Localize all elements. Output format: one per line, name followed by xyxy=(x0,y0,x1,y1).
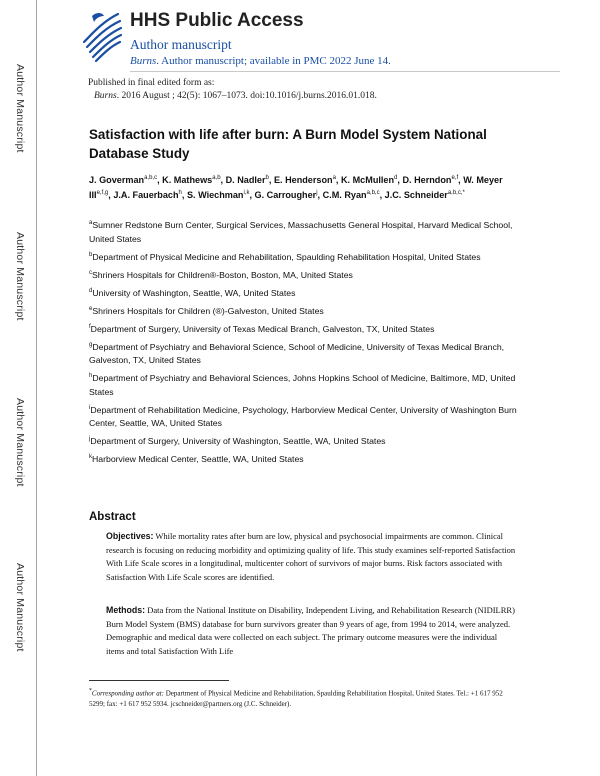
availability-text: . Author manuscript; available in PMC 2022 June 14. xyxy=(156,55,391,67)
affiliation: $^a$Sumner Redstone Burn Center, Surgical Services, Massachusetts General Hospital, Harvard Medical School, United States xyxy=(89,220,513,244)
affiliation: $^h$Department of Psychiatry and Behavioral Sciences, Johns Hopkins School of Medicine, Baltimore, MD, United States xyxy=(89,373,516,397)
author: D. Herndon xyxy=(402,175,452,185)
article-title: Satisfaction with life after burn: A Burn Model System National Database Study xyxy=(89,127,487,161)
hhs-eagle-logo-icon xyxy=(78,8,124,62)
sidebar-rule xyxy=(36,0,37,776)
affiliation: $^j$Department of Surgery, University of Washington, Seattle, WA, United States xyxy=(89,436,386,446)
author: J.A. Fauerbach xyxy=(113,190,179,200)
author: J.C. Schneider xyxy=(384,190,448,200)
sidebar-label: Author Manuscript xyxy=(14,232,26,321)
affiliation: $^f$Department of Surgery, University of Texas Medical Branch, Galveston, TX, United States xyxy=(89,323,435,334)
affiliations xyxy=(89,219,519,471)
affiliation: $^c$Shriners Hospitals for Children®-Boston, Boston, MA, United States xyxy=(89,269,353,280)
sidebar-label: Author Manuscript xyxy=(14,563,26,652)
availability-line xyxy=(130,55,391,67)
affiliation: $^d$University of Washington, Seattle, WA, United States xyxy=(89,287,296,298)
author: G. Carrougher xyxy=(254,190,317,200)
author: K. Mathews xyxy=(162,175,213,185)
footnote: *Corresponding author at: Department of Physical Medicine and Rehabilitation, Spaulding Rehabilitation Hospital, United States. Tel.: +1 617 952 5299; fax: +1 617 952 5934. jcschneider@partners.org (J.C. Schneider). xyxy=(89,688,503,708)
affiliation: $^b$Department of Physical Medicine and Rehabilitation, Spaulding Rehabilitation Hospital, United States xyxy=(89,251,481,262)
affiliation: $^k$Harborview Medical Center, Seattle, WA, United States xyxy=(89,454,304,464)
methods-label: Methods: xyxy=(106,605,146,615)
hhs-title: HHS Public Access xyxy=(130,10,304,31)
publication-info xyxy=(88,77,377,103)
author: K. McMullen xyxy=(340,175,395,185)
journal-name: Burns xyxy=(130,55,157,67)
author: S. Wiechman xyxy=(186,190,244,200)
abstract-heading: Abstract xyxy=(89,511,136,523)
affiliation: $^i$Department of Rehabilitation Medicine, Psychology, Harborview Medical Center, University of Washington Burn Center, Seattle, WA, United States xyxy=(89,404,517,428)
author: J. Goverman xyxy=(89,175,145,185)
footnote-label: Corresponding author at: xyxy=(91,689,164,698)
header-rule xyxy=(130,71,560,72)
abstract-methods xyxy=(106,604,516,658)
affiliation: $^e$Shriners Hospitals for Children (®)-Galveston, United States xyxy=(89,305,324,316)
affiliation: $^g$Department of Psychiatry and Behavioral Science, School of Medicine, University of Texas Medical Branch, Galveston, TX, United States xyxy=(89,341,505,365)
citation-journal: Burns xyxy=(94,91,117,101)
author: C.M. Ryan xyxy=(322,190,367,200)
author-list: J. Goverman$^{a,b,c}$, K. Mathews$^{a,b}$, D. Nadler$^b$, E. Henderson$^a$, K. McMullen$^d$, D. Herndon$^{e,f}$, W. Meyer III$^{e,f,g}$, J.A. Fauerbach$^h$, S. Wiechman$^{i,k}$, G. Carrougher$^j$, C.M. Ryan$^{a,b,c}$, J.C. Schneider$^{a,b,c,*}$ xyxy=(89,174,503,200)
author: D. Nadler xyxy=(225,175,266,185)
sidebar-label: Author Manuscript xyxy=(14,398,26,487)
citation-text: . 2016 August ; 42(5): 1067–1073. doi:10.1016/j.burns.2016.01.018. xyxy=(116,91,377,101)
header xyxy=(78,8,558,73)
author: E. Henderson xyxy=(273,175,333,185)
objectives-label: Objectives: xyxy=(106,531,154,541)
sidebar-label: Author Manuscript xyxy=(14,64,26,153)
abstract-objectives xyxy=(106,530,516,584)
citation xyxy=(88,90,377,103)
footnote-rule xyxy=(89,680,229,681)
published-as: Published in final edited form as: xyxy=(88,78,215,88)
author-manuscript-label: Author manuscript xyxy=(130,37,232,52)
footnote-text: Department of Physical Medicine and Rehabilitation, Spaulding Rehabilitation Hospital, United States. Tel.: +1 617 952 5299; fax: +1 617 952 5934. jcschneider@partners.org (J.C. Schneider). xyxy=(89,689,503,708)
methods-text: Data from the National Institute on Disability, Independent Living, and Rehabilitation Research (NIDILRR) Burn Model System (BMS) database for burn survivors greater than 9 years of age, from 1994 to 2014, were analyzed. Demographic and medical data were collected on each subject. The primary outcome measures were the individual items and total Satisfaction With Life xyxy=(106,605,515,656)
author: W. Meyer III xyxy=(89,175,503,200)
objectives-text: While mortality rates after burn are low, physical and psychosocial impairments are common. Clinical research is focusing on reducing morbidity and optimizing quality of life. This study examines self-reported Satisfaction With Life Scale scores in a longitudinal, multicenter cohort of survivors of major burns. Risk factors associated with Satisfaction With Life Scale scores are identified. xyxy=(106,531,516,582)
